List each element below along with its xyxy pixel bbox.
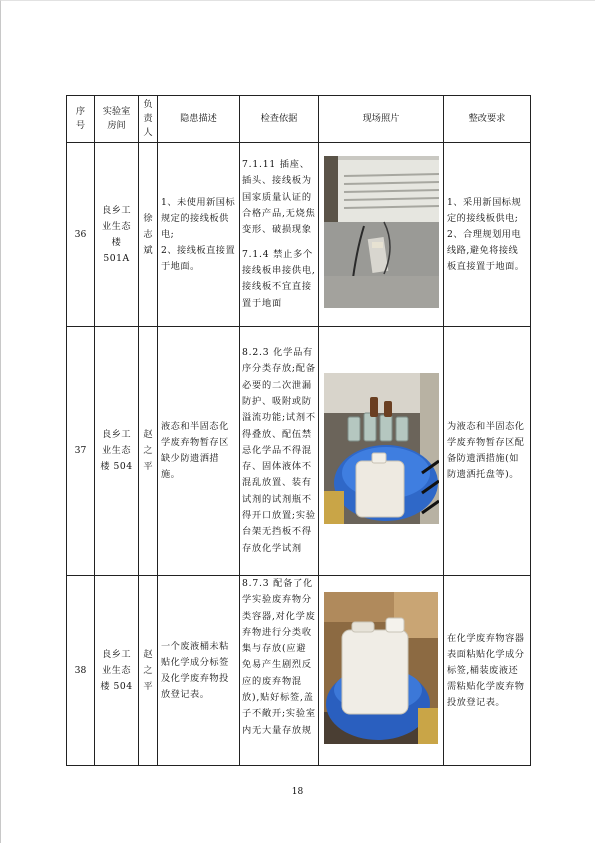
header-basis: 检查依据 xyxy=(240,96,319,143)
row-hazard: 液态和半固态化学废弃物暂存区缺少防遗洒措施。 xyxy=(158,327,240,576)
header-photo: 现场照片 xyxy=(319,96,444,143)
row-photo-cell xyxy=(319,143,444,327)
row-basis: 8.2.3 化学品有序分类存放;配备必要的二次泄漏防护、吸附或防溢流功能;试剂不得叠放、配伍禁忌化学品不得混存、固体液体不混乱放置、装有试剂的试剂瓶不得开口放置;实验台架无挡板不得存放化学试剂 xyxy=(240,327,319,576)
page-number: 18 xyxy=(291,787,304,797)
row-no: 37 xyxy=(67,327,95,576)
header-hazard: 隐患描述 xyxy=(158,96,240,143)
row-owner: 赵之平 xyxy=(139,576,158,766)
photo-power-strip xyxy=(324,156,439,308)
row-req: 1、采用新国标规定的接线板供电; 2、合理规划用电线路,避免将接线板直接置于地面。 xyxy=(444,143,531,327)
row-basis: 7.1.11 插座、插头、接线板为国家质量认证的合格产品,无烧焦变形、破损现象 7.1.4 禁止多个接线板串接供电,接线板不宜直接置于地面 xyxy=(240,143,319,327)
hazard-table xyxy=(66,95,531,766)
row-photo-cell xyxy=(319,327,444,576)
table-row xyxy=(67,327,531,576)
row-no: 36 xyxy=(67,143,95,327)
header-lab: 实验室房间 xyxy=(95,96,139,143)
photo-waste-barrel xyxy=(324,592,438,744)
row-owner: 赵之平 xyxy=(139,327,158,576)
row-lab: 良乡工业生态楼 501A xyxy=(95,143,139,327)
row-owner: 徐志斌 xyxy=(139,143,158,327)
row-basis: 8.7.3 配备了化学实验废弃物分类容器,对化学废弃物进行分类收集与存放(应避免易产生剧烈反应的废弃物混放),贴好标签,盖子不敞开;实验室内无大量存放规 xyxy=(240,576,319,766)
row-req: 在化学废弃物容器表面粘贴化学成分标签,桶装废液还需粘贴化学废弃物投放登记表。 xyxy=(444,576,531,766)
header-req: 整改要求 xyxy=(444,96,531,143)
header-no: 序号 xyxy=(67,96,95,143)
row-no: 38 xyxy=(67,576,95,766)
table-header-row xyxy=(67,96,531,143)
table-row xyxy=(67,576,531,766)
row-lab: 良乡工业生态楼 504 xyxy=(95,327,139,576)
header-owner: 负责人 xyxy=(139,96,158,143)
photo-waste-containers xyxy=(324,373,439,524)
row-hazard: 1、未使用新国标规定的接线板供电; 2、接线板直接置于地面。 xyxy=(158,143,240,327)
table-row xyxy=(67,143,531,327)
row-photo-cell xyxy=(319,576,444,766)
row-lab: 良乡工业生态楼 504 xyxy=(95,576,139,766)
row-hazard: 一个废液桶未粘贴化学成分标签及化学废弃物投放登记表。 xyxy=(158,576,240,766)
row-req: 为液态和半固态化学废弃物暂存区配备防遗洒措施(如防遗洒托盘等)。 xyxy=(444,327,531,576)
